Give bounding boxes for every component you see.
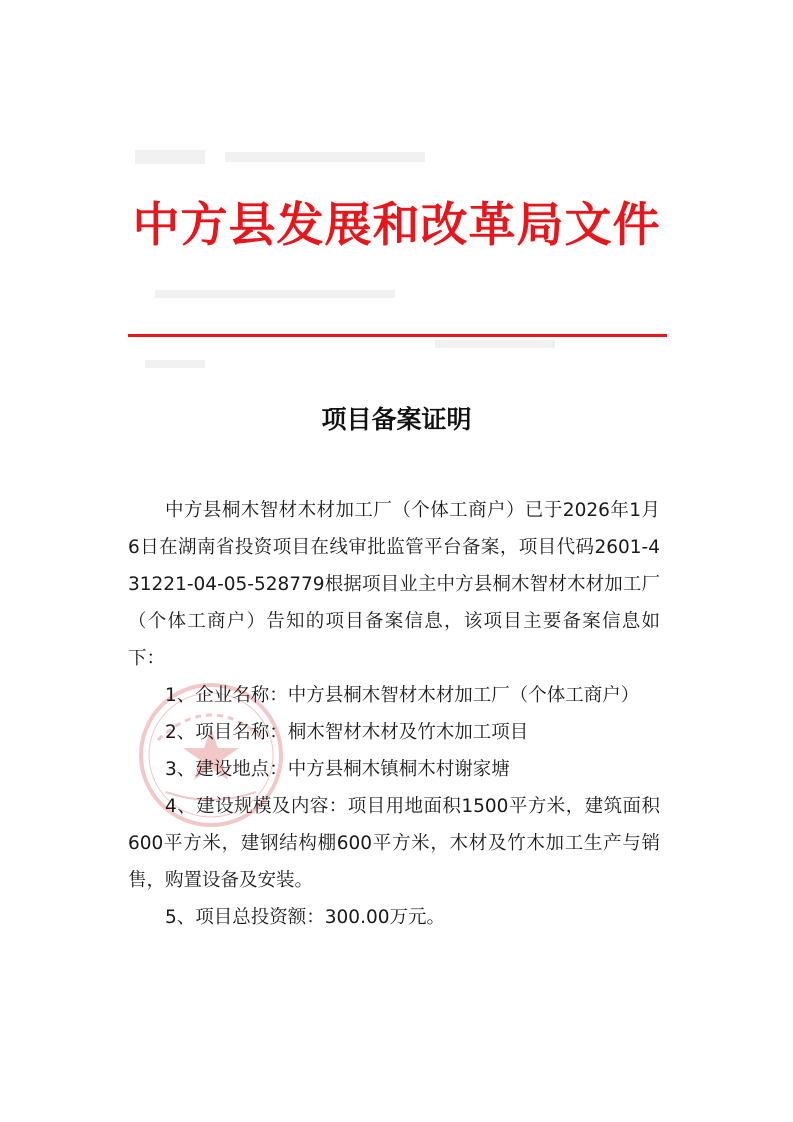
item-project-name: 2、项目名称：桐木智材木材及竹木加工项目 bbox=[165, 722, 529, 743]
document-header-title: 中方县发展和改革局文件 bbox=[132, 198, 661, 253]
scan-show-through bbox=[135, 130, 695, 390]
header-red-rule bbox=[128, 334, 667, 337]
document-body bbox=[128, 492, 660, 936]
item-location: 3、建设地点：中方县桐木镇桐木村谢家塘 bbox=[165, 759, 510, 780]
item-company-name: 1、企业名称：中方县桐木智材木材加工厂（个体工商户） bbox=[165, 685, 640, 706]
item-scale-content: 4、建设规模及内容：项目用地面积1500平方米，建筑面积600平方米，建钢结构棚600平方米，木材及竹木加工生产与销售，购置设备及安装。 bbox=[128, 796, 660, 891]
intro-paragraph: 中方县桐木智材木材加工厂（个体工商户）已于2026年1月6日在湖南省投资项目在线审批监管平台备案，项目代码2601-431221-04-05-528779根据项目业主中方县桐木智材木材加工厂（个体工商户）告知的项目备案信息，该项目主要备案信息如下： bbox=[128, 500, 660, 669]
page-title: 项目备案证明 bbox=[321, 405, 472, 434]
item-total-investment: 5、项目总投资额：300.00万元。 bbox=[165, 907, 446, 928]
